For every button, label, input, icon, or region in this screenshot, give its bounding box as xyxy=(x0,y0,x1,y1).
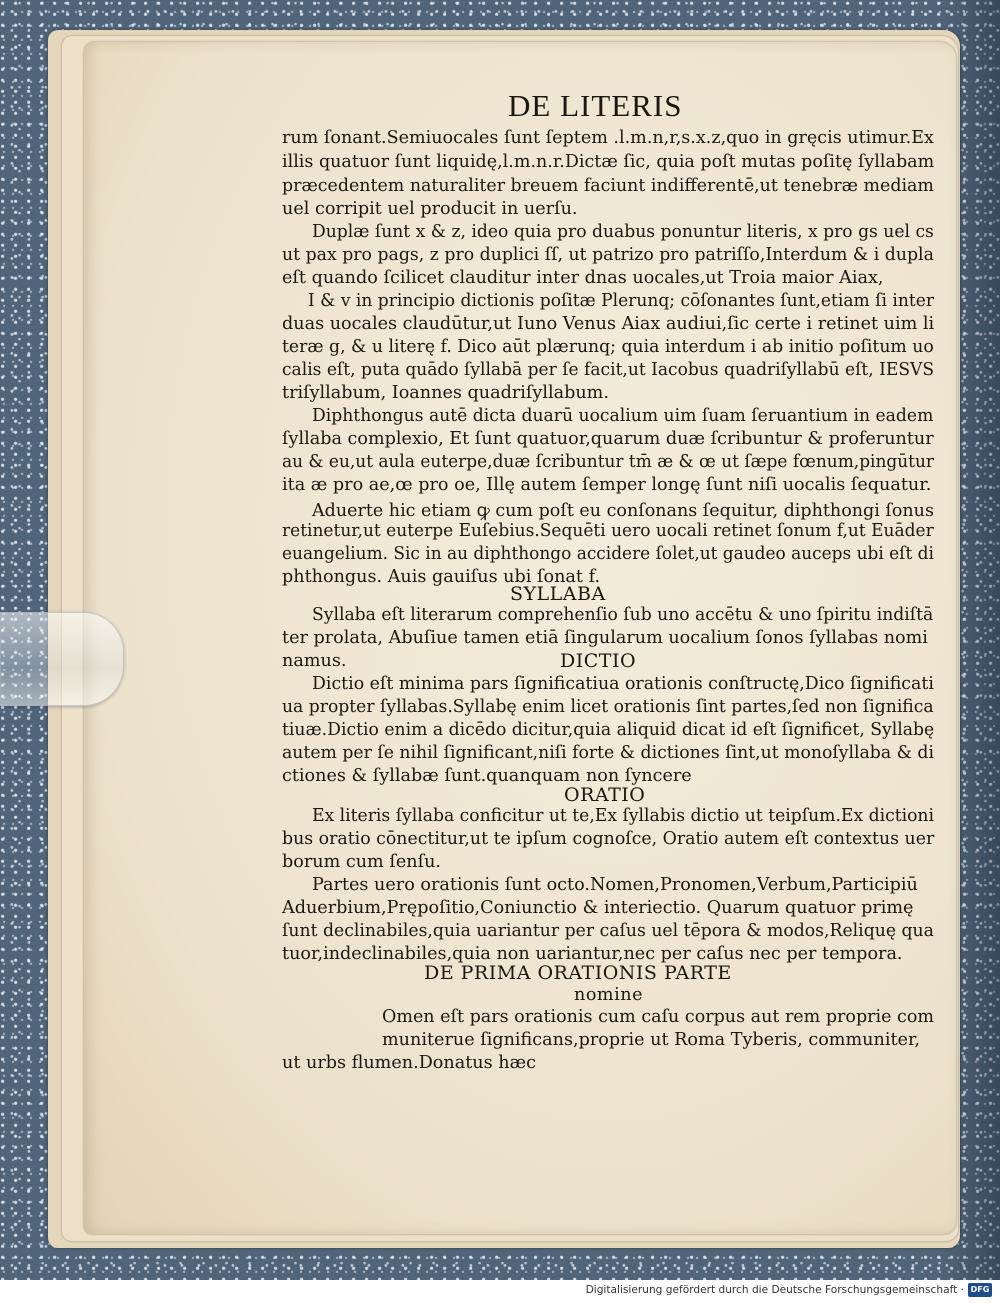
dfg-logo-icon: DFG xyxy=(968,1283,992,1297)
text-line: I & v in principio dictionis poſitæ Plerunq; cōſonantes ſunt,etiam ſi inter xyxy=(308,291,935,311)
text-line: eſt quando ſcilicet clauditur inter dnas uocales,ut Troia maior Aiax, xyxy=(282,268,884,288)
text-line: uel corripit uel producit in uerſu. xyxy=(282,199,578,219)
text-line: præcedentem naturaliter breuem faciunt indifferentē,ut tenebræ mediam xyxy=(282,176,934,196)
text-line: rum ſonant.Semiuocales ſunt ſeptem .l.m.n,r,s.x.z,quo in gręcis utimur.Ex xyxy=(282,128,934,148)
text-line: phthongus. Auis gauiſus ubi ſonat f. xyxy=(282,567,601,587)
text-line: triſyllabum, Ioannes quadriſyllabum. xyxy=(282,383,609,403)
plastic-page-clip xyxy=(0,612,124,706)
text-line: Dictio eſt minima pars ſignificatiua orationis conſtructę,Dico ſignificati xyxy=(312,674,934,694)
text-line: Duplæ ſunt x & z, ideo quia pro duabus ponuntur literis, x pro gs uel cs xyxy=(312,222,934,242)
running-title: DE LITERIS xyxy=(508,88,683,123)
text-line: Partes uero orationis ſunt octo.Nomen,Pronomen,Verbum,Participiū xyxy=(312,875,918,895)
text-line: namus. xyxy=(282,651,347,671)
footer-credit: Digitalisierung gefördert durch die Deutsche Forschungsgemeinschaft · xyxy=(585,1284,964,1296)
text-line: ſyllaba complexio, Et ſunt quatuor,quarum duæ ſcribuntur & proferuntur xyxy=(282,429,934,449)
text-line: euangelium. Sic in au diphthongo accidere ſolet,ut gaudeo auceps ubi eſt di xyxy=(282,544,934,564)
text-line: Diphthongus autē dicta duarū uocalium uim ſuam ſeruantium in eadem xyxy=(312,406,934,426)
text-line: Aduerte hic etiam ꝙ cum poſt eu conſonans ſequitur, diphthongi ſonus xyxy=(312,501,934,521)
text-line: ctiones & ſyllabæ ſunt.quanquam non ſyncere xyxy=(282,766,692,786)
section-subheading-nomine: nomine xyxy=(574,985,643,1005)
text-line: tiuæ.Dictio enim a dicēdo dicitur,quia aliquid dicat id eſt ſignificet, Syllabę xyxy=(282,720,935,740)
text-line: muniterue ſignificans,proprie ut Roma Tyberis, communiter, xyxy=(382,1030,921,1050)
text-line: ſunt declinabiles,quia uariantur per caſus uel tēpora & modos,Reliquę qua xyxy=(282,921,934,941)
section-heading-prima-partis: DE PRIMA ORATIONIS PARTE xyxy=(424,962,732,984)
text-line: autem per ſe nihil ſignificant,niſi forte & dictiones ſint,ut monoſyllaba & di xyxy=(282,743,934,763)
text-line: ter prolata, Abuſiue tamen etiā ſingularum uocalium ſonos ſyllabas nomi xyxy=(282,628,928,648)
text-line: Aduerbium,Prępoſitio,Coniunctio & interiectio. Quarum quatuor primę xyxy=(282,898,914,918)
text-line: teræ g, & u literę f. Dico aūt plærunq; quia interdum i ab initio poſitum uo xyxy=(282,337,934,357)
text-line: au & eu,ut aula euterpe,duæ ſcribuntur tm̄ æ & œ ut ſæpe fœnum,pingūtur xyxy=(282,452,935,472)
text-line: duas uocales claudūtur,ut Iuno Venus Aiax audiui,ſic certe i retinet uim li xyxy=(282,314,935,334)
text-line: Syllaba eſt literarum comprehenſio ſub uno accētu & uno ſpiritu indiſtā xyxy=(312,605,934,625)
section-heading-syllaba: SYLLABA xyxy=(510,583,606,605)
text-line: ut pax pro pags, z pro duplici ſſ, ut patrizo pro patriſſo,Interdum & i dupla xyxy=(282,245,934,265)
text-line: retinetur,ut euterpe Euſebius.Sequēti uero uocali retinet ſonum f,ut Euāder xyxy=(282,521,934,541)
section-heading-oratio: ORATIO xyxy=(564,784,646,806)
text-line: tuor,indeclinabiles,quia non uariantur,nec per caſus nec per tempora. xyxy=(282,944,903,964)
text-line: Ex literis ſyllaba conficitur ut te,Ex ſyllabis dictio ut teipſum.Ex dictioni xyxy=(312,806,934,826)
text-line: calis eſt, puta quādo ſyllabā per ſe facit,ut Iacobus quadriſyllabū eſt, IESVS xyxy=(282,360,935,380)
text-line: borum cum ſenſu. xyxy=(282,852,442,872)
text-line: ut urbs flumen.Donatus hæc xyxy=(282,1053,536,1073)
text-line: ua propter ſyllabas.Syllabę enim licet orationis ſint partes,ſed non ſignifica xyxy=(282,697,934,717)
text-line: Omen eſt pars orationis cum caſu corpus aut rem proprie com xyxy=(382,1007,934,1027)
section-heading-dictio: DICTIO xyxy=(560,650,637,672)
text-line: illis quatuor ſunt liquidę,l.m.n.r.Dictæ ſic, quia poſt mutas poſitę ſyllabam xyxy=(282,152,935,172)
text-line: bus oratio cōnectitur,ut te ipſum cognoſce, Oratio autem eſt contextus uer xyxy=(282,829,935,849)
text-line: ita æ pro ae,œ pro oe, Illę autem ſemper longę ſunt niſi uocalis ſequatur. xyxy=(282,475,932,495)
